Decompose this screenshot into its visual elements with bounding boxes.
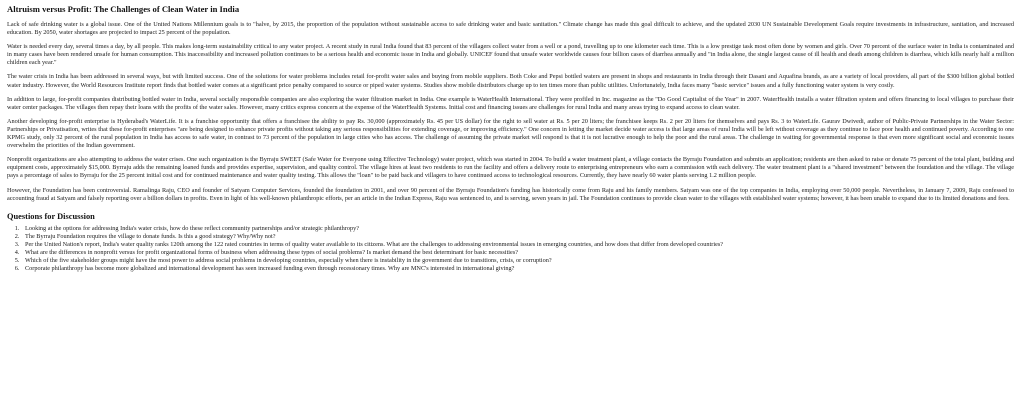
- paragraph-3: The water crisis in India has been addressed in several ways, but with limited success. One of the solutions for water problems includes retail for-profit water sales and buying from mobile suppliers. Both Coke and Pepsi bottled waters are present in shops and restaurants in India through their Dasani and Aquafina brands, as are a variety of local providers, all part of the $300 billion global bottled water industry. However, the World Resources Institute report finds that bottled water comes at a significant price penalty compared to source or piped water systems. Studies show mobile distributors charge up to ten times more than public utilities. Unfortunately, India faces many "basic service" issues and a fully functioning water system is very costly.: [7, 73, 1014, 89]
- document-title: Altruism versus Profit: The Challenges of Clean Water in India: [7, 4, 240, 14]
- paragraph-7: However, the Foundation has been controversial. Ramalinga Raju, CEO and founder of Satyam Computer Services, founded the foundation in 2001, and over 90 percent of the Byrraju Foundation's funding has historically come from Raju and his family members. Satyam was one of the top companies in India, employing over 50,000 people. Nevertheless, in January 7, 2009, Raju confessed to accounting fraud at Satyam and falsely reporting over a billion dollars in profits. Even in light of his well-known philanthropic efforts, per an article in the Indian Express, Raju was sentenced to, and is serving, seven years in jail. The Foundation continues to provide clean water to the villages with established water systems; however, it has been unable to expand due to its limited donations and fees.: [7, 186, 1014, 202]
- paragraph-1: Lack of safe drinking water is a global issue. One of the United Nations Millennium goals is to "halve, by 2015, the proportion of the population without sustainable access to safe drinking water and basic sanitation." Climate change has made this goal difficult to achieve, and the updated 2030 UN Sustainable Development Goals require investments in infrastructure, sanitation, and increased education. By 2050, water shortages are projected to impact 25 percent of the population.: [7, 21, 1014, 37]
- question-item: 6. Corporate philanthropy has become more globalized and international development has seen increased funding even through recessionary times. Why are MNC's interested in international giving?: [21, 265, 1014, 273]
- questions-heading: Questions for Discussion: [7, 211, 95, 221]
- question-item: 4. What are the differences in nonprofit versus for profit organizational forms of business when addressing these types of social problems? Is market demand the best determinant for basic necessities?: [21, 249, 1014, 257]
- question-item: 5. Which of the five stakeholder groups might have the most power to address social problems in developing countries, especially when there is instability in the government due to transitions, crisis, or corruption?: [21, 257, 1014, 265]
- question-item: 2. The Byrraju Foundation requires the village to donate funds. Is this a good strategy? Why/Why not?: [21, 233, 1014, 241]
- question-item: 1. Looking at the options for addressing India's water crisis, how do these reflect community partnerships and/or strategic philanthropy?: [21, 225, 1014, 233]
- question-item: 3. Per the United Nation's report, India's water quality ranks 120th among the 122 rated countries in terms of quality water available to its citizens. What are the challenges to addressing environmental issues in emerging countries, and how does that differ from developed countries?: [21, 241, 1014, 249]
- paragraph-6: Nonprofit organizations are also attempting to address the water crises. One such organization is the Byrraju SWEET (Safe Water for Everyone using Effective Technology) water project, which was started in 2004. To build a water treatment plant, a village contacts the Byrraju Foundation and submits an application; residents are then asked to raise or donate 75 percent of the total plant, building and equipment costs, approximately $15,000. Byrraju adds the remaining loaned funds and provides expertise, supervision, and quality control. The village hires at least two residents to run the facility and offers a delivery route to enterprising entrepreneurs who earn a commission with each delivery. The water treatment plant is a "shared investment" between the foundation and the village. The village pays a percentage of sales to Byrraju for the 25 percent initial cost and for continued maintenance and water quality testing. This allows the "loan" to be paid back and villagers to have continued access to technological resources. Currently, they have nearly 60 water plants serving 1.2 million people.: [7, 156, 1014, 180]
- paragraph-2: Water is needed every day, several times a day, by all people. This makes long-term sustainability critical to any water project. A recent study in rural India found that 83 percent of the villagers collect water from a well or a pond, travelling up to one kilometer each time. This is a low prestige task most often done by women and girls. Over 70 percent of the surface water in India is contaminated and in many cases have been rendered unsafe for human consumption. This inaccessibility and increased pollution continues to be a serious health and economic issue in India and globally. UNICEF found that unsafe water worldwide causes four billion cases of diarrhea annually and "in India alone, the single largest cause of ill health and death among children is diarrhea, which kills nearly half a million children each year.": [7, 43, 1014, 67]
- paragraph-4: In addition to large, for-profit companies distributing bottled water in India, several socially responsible companies are also exploring the water filtration market in India. One example is WaterHealth International. They were profiled in Inc. magazine as the "Do Good Capitalist of the Year" in 2007. WaterHealth installs a water filtration system and offers financing to local villages to purchase their water center packages. The villages then repay their loans with the profits of the water sales. However, many critics express concern at the expense of the WaterHealth Systems. Initial cost and financing issues are challenges for rural India and many areas trying to expand access to clean water.: [7, 95, 1014, 111]
- paragraph-5: Another developing for-profit enterprise is Hyderabad's WaterLife. It is a franchise opportunity that offers a franchisee the ability to pay Rs. 30,000 (approximately Rs. 45 per US dollar) for the right to sell water at Rs. 5 per 20 liters; the franchisee keeps Rs. 2 per 20 liters for themselves and pays Rs. 3 to WaterLife. Gaurav Dwivedi, author of Public-Private Partnerships in the Water Sector: Partnerships or Privatisation, writes that these for-profit enterprises "are being designed to enhance private profits without taking any serious responsibilities for extending coverage, or improving efficiency." One concern in letting the market decide water access is that large areas of rural India will be left without coverage as they continue to face poor health and continued poverty. According to one KPMG study, only 32 percent of the rural population in India has access to safe water, in contrast to 73 percent of the population in large cities who has access. The challenge of assuming the private market will respond is that it is not lucrative enough to help the poor and the rural areas. The challenge in waiting for governmental response is that even more significant social and economic issues overwhelm the priorities of the Indian government.: [7, 117, 1014, 150]
- questions-list: [7, 225, 1014, 274]
